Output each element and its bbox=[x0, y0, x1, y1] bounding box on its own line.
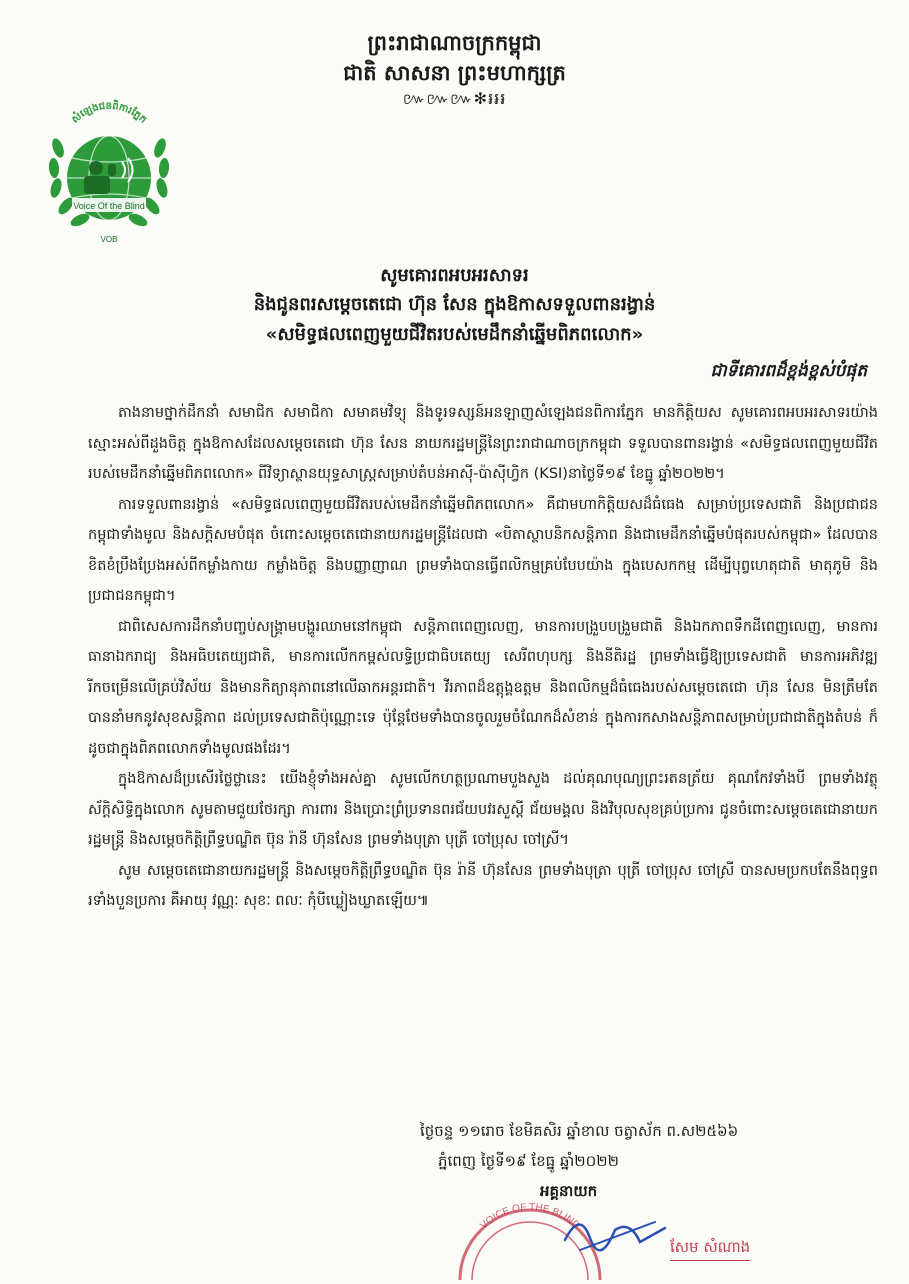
logo-abbr: VOB bbox=[100, 235, 118, 244]
svg-text:សំឡេងជនពិការភ្នែក bbox=[68, 99, 148, 126]
vob-logo-emblem bbox=[44, 86, 174, 246]
signatory-role: អគ្គនាយក bbox=[540, 1182, 598, 1200]
header-ornament: ៚៚៚✻៛៛៛ bbox=[402, 89, 507, 108]
vob-logo bbox=[44, 86, 174, 246]
logo-arc-text: សំឡេងជនពិការភ្នែក bbox=[69, 100, 149, 126]
signatory-name: សែម សំណាង bbox=[670, 1238, 750, 1261]
letter-body bbox=[88, 398, 878, 917]
stamp-text: VOICE OF THE BLIND bbox=[478, 1201, 582, 1232]
salutation: ជាទីគោរពដ៏ខ្ពង់ខ្ពស់បំផុត bbox=[710, 361, 867, 381]
paragraph: ជាពិសេសការដឹកនាំបញ្ចប់សង្គ្រាមបង្ហូរឈាមនៅកម្ពុជា សន្តិភាពពេញលេញ, មានការបង្រួបបង្រួមជាតិ និងឯកភាពទឹកដីពេញលេញ, មានការធានាឯករាជ្យ និងអធិបតេយ្យជាតិ, មានការលើកកម្ពស់លទ្ធិប្រជាធិបតេយ្យ សេរីពហុបក្ស និងនីតិរដ្ឋ ព្រមទាំងធ្វើឱ្យប្រទេសជាតិ មានការអភិវឌ្ឍរីកចម្រើនលើគ្រប់វិស័យ និងមានកិត្យានុភាពនៅលើឆាកអន្តរជាតិ។ វីរភាពដ៏ឧត្តុង្គឧត្តម និងពលិកម្មដ៏ធំធេងរបស់សម្តេចតេជោ ហ៊ុន សែន មិនត្រឹមតែបាននាំមកនូវសុខសន្តិភាព ដល់ប្រទេសជាតិប៉ុណ្ណោះទេ ប៉ុន្តែថែមទាំងបានចូលរួមចំណែកដ៏សំខាន់ ក្នុងការកសាងសន្តិភាពសម្រាប់ប្រជាជាតិក្នុងតំបន់ ក៏ដូចជាក្នុងពិភពលោកទាំងមូលផងដែរ។ bbox=[88, 618, 878, 757]
letter-title-line1: សូមគោរពអបអរសាទរ bbox=[380, 265, 529, 286]
place-date: ភ្នំពេញ ថ្ងៃទី១៩ ខែធ្នូ ឆ្នាំ២០២២ bbox=[438, 1152, 619, 1170]
lunar-date: ថ្ងៃចន្ទ ១១រោច ខែមិគសិរ ឆ្នាំខាល ចត្វាស័ក ព.ស២៥៦៦ bbox=[420, 1122, 739, 1140]
paragraph: ការទទួលពានរង្វាន់ «សមិទ្ធផលពេញមួយជីវិតរបស់មេដឹកនាំឆ្នើមពិភពលោក» គឺជាមហាកិត្តិយសដ៏ធំធេង សម្រាប់ប្រទេសជាតិ និងប្រជាជនកម្ពុជាទាំងមូល និងសក្តិសមបំផុត ចំពោះសម្តេចតេជោនាយករដ្ឋមន្ត្រីដែលជា «បិតាស្ថាបនិកសន្តិភាព និងជាមេដឹកនាំឆ្នើមបំផុតរបស់កម្ពុជា» ដែលបានខិតខំប្រឹងប្រែងអស់ពីកម្លាំងកាយ កម្លាំងចិត្ត និងបញ្ញាញាណ ព្រមទាំងបានធ្វើពលិកម្មគ្រប់បែបយ៉ាង ក្នុងបេសកកម្ម ដើម្បីបុព្វហេតុជាតិ មាតុភូមិ និងប្រជាជនកម្ពុជា។ bbox=[88, 496, 878, 604]
paragraph: សូម សម្តេចតេជោនាយករដ្ឋមន្ត្រី និងសម្តេចកិត្តិព្រឹទ្ធបណ្ឌិត ប៊ុន រ៉ានី ហ៊ុនសែន ព្រមទាំងបុត្រា បុត្រី ចៅប្រុស ចៅស្រី បានសមប្រកបតែនឹងពុទ្ធពរទាំងបួនប្រការ គឺអាយុ វណ្ណៈ សុខៈ ពលៈ កុំបីឃ្លៀងឃ្លាតឡើយ៕ bbox=[88, 862, 878, 909]
letter-title-line2: និងជូនពរសម្តេចតេជោ ហ៊ុន សែន ក្នុងឱកាសទទួលពានរង្វាន់ bbox=[253, 294, 656, 315]
kingdom-name: ព្រះរាជាណាចក្រកម្ពុជា bbox=[367, 31, 542, 55]
award-name: «សមិទ្ធផលពេញមួយជីវិតរបស់មេដឹកនាំឆ្នើមពិភពលោក» bbox=[265, 324, 644, 345]
logo-band-text: Voice Of the Blind bbox=[73, 201, 145, 211]
paragraph: ក្នុងឱកាសដ៏ប្រសើរថ្លៃថ្លានេះ យើងខ្ញុំទាំងអស់គ្នា សូមលើកហត្ថប្រណាមបួងសួង ដល់គុណបុណ្យព្រះរតនត្រ័យ គុណកែវទាំងបី ព្រមទាំងវត្ថុស័ក្តិសិទ្ធិក្នុងលោក សូមតាមជួយថែរក្សា ការពារ និងប្រោះព្រំប្រទានពរជ័យបវរសួស្តី ជ័យមង្គល និងវិបុលសុខគ្រប់ប្រការ ជូនចំពោះសម្តេចតេជោនាយករដ្ឋមន្ត្រី និងសម្តេចកិត្តិព្រឹទ្ធបណ្ឌិត ប៊ុន រ៉ានី ហ៊ុនសែន ព្រមទាំងបុត្រា បុត្រី ចៅប្រុស ចៅស្រី។ bbox=[88, 771, 878, 848]
handwritten-signature bbox=[560, 1200, 670, 1260]
paragraph: តាងនាមថ្នាក់ដឹកនាំ សមាជិក សមាជិកា សមាគមវិទ្យុ និងទូរទស្សន៍អនឡាញសំឡេងជនពិការភ្នែក មានកិត្តិយស សូមគោរពអបអរសាទរយ៉ាងស្មោះអស់ពីដួងចិត្ត ក្នុងឱកាសដែលសម្តេចតេជោ ហ៊ុន សែន នាយករដ្ឋមន្ត្រីនៃព្រះរាជាណាចក្រកម្ពុជា ទទួលបានពានរង្វាន់ «សមិទ្ធផលពេញមួយជីវិតរបស់មេដឹកនាំឆ្នើមពិភពលោក» ពីវិទ្យាស្ថានយុទ្ធសាស្ត្រសម្រាប់តំបន់អាស៊ី-ប៉ាស៊ីហ្វិក (KSI)នាថ្ងៃទី១៩ ខែធ្នូ ឆ្នាំ២០២២។ bbox=[88, 405, 878, 482]
national-motto: ជាតិ សាសនា ព្រះមហាក្សត្រ bbox=[343, 61, 566, 85]
